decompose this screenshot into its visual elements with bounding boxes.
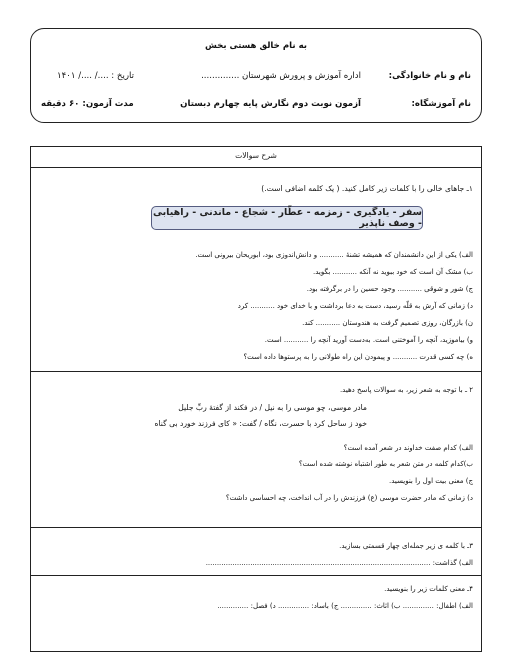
education-department: اداره آموزش و پرورش شهرستان ..............	[201, 71, 361, 81]
q1-instruction: ۱ـ جاهای خالی را با کلمات زیر کامل کنید. ( یک کلمه اضافی است.)	[261, 184, 473, 193]
q4-items: الف) اطفال: .............. ب) اثاث: .............. ج) باساد: .............. د) فصل: ..............	[217, 602, 473, 610]
exam-header-box	[30, 28, 482, 123]
q1-word-bank	[151, 206, 423, 230]
school-name-label: نام آموزشگاه:	[411, 99, 471, 109]
q4-instruction: ۴ـ معنی کلمات زیر را بنویسید.	[384, 585, 473, 593]
q1-word-bank-text: سفر - یادگیری - زمزمه - عطّار - شجاع - ماندنی - راهیابی - وصف ناپذیر	[152, 207, 422, 229]
q2-item-c: ج) معنی بیت اول را بنویسید.	[389, 477, 473, 485]
q2-instruction: ۲ ـ با توجه به شعر زیر، به سوالات پاسخ دهید.	[339, 386, 473, 394]
exam-date: تاریخ : ..../ ..../ ۱۴۰۱	[57, 71, 135, 81]
q2-item-d: د) زمانی که مادر حضرت موسی (ع) فرزندش را در آب انداخت، چه احساسی داشت؟	[225, 494, 473, 502]
q2-poem-line-2: خود ز ساحل کرد با حسرت، نگاه / گفت: « کای فرزند خورد بی گناه	[154, 419, 367, 428]
header-title: به نام خالق هستی بخش	[204, 41, 308, 51]
exam-duration: مدت آزمون: ۶۰ دقیقه	[41, 99, 134, 109]
q2-item-a: الف) کدام صفت خداوند در شعر آمده است؟	[343, 444, 473, 452]
q1-item-c: ج) شور و شوقی ........... وجود حسین را در برگرفته بود.	[306, 285, 473, 293]
q1-item-e: ن) بازرگان، روزی تصمیم گرفت به هندوستان ........... کند.	[302, 319, 473, 327]
q3-item-a: الف) گذاشت: .....................................................................................................	[205, 559, 473, 567]
q1-item-a: الف) یکی از این دانشمندان که همیشه تشنهٔ ........... و دانش‌اندوزی بود، ابوریحان بیرونی است.	[195, 251, 473, 259]
q1-item-b: ب) مشک آن است که خود ببوید نه آنکه ........... بگوید.	[312, 268, 473, 276]
exam-title: آزمون نوبت دوم نگارش پایه چهارم دبستان	[180, 99, 361, 109]
student-name-label: نام و نام خانوادگی:	[388, 71, 471, 81]
q3-divider	[31, 575, 481, 576]
q2-poem-line-1: مادر موسی، چو موسی را به نیل / در فکند از گفتهٔ ربِّ جلیل	[178, 403, 367, 412]
q3-instruction: ۳ـ با کلمه ی زیر جمله‌ای چهار قسمتی بسازید.	[339, 542, 473, 550]
questions-table	[30, 146, 482, 652]
q1-item-d: د) زمانی که آرش به قلّه رسید، دست به دعا برداشت و با خدای خود ........... کرد	[237, 302, 473, 310]
q2-item-b: ب)کدام کلمه در متن شعر به طور اشتباه نوشته شده است؟	[298, 460, 473, 468]
q1-item-f: و) بیاموزید، آنچه را آموختنی است. به‌دست آورید آنچه را ........... است.	[264, 336, 473, 344]
questions-column-header: شرح سوالات	[235, 151, 277, 160]
header-divider	[31, 167, 481, 168]
q1-item-g: ه) چه کسی قدرت ........... و پیمودن این راه طولانی را به پرستوها داده است؟	[243, 353, 473, 361]
q1-divider	[31, 371, 481, 372]
q2-divider	[31, 527, 481, 528]
